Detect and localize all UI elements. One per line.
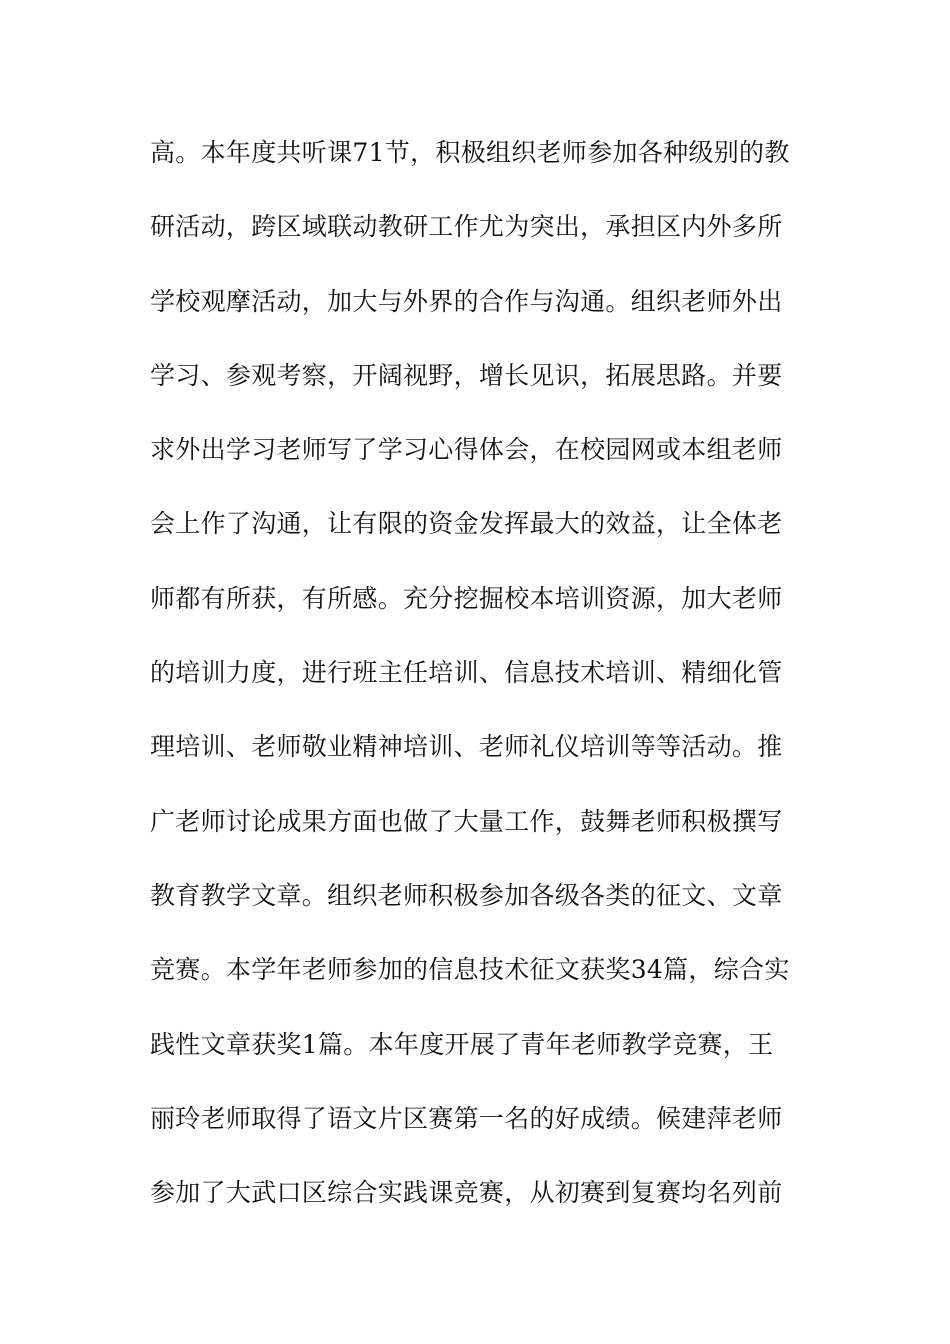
- text-line: 求外出学习老师写了学习心得体会，在校园网或本组老师: [150, 435, 783, 465]
- text-line: 理培训、老师敬业精神培训、老师礼仪培训等等活动。推: [150, 732, 783, 762]
- text-line: 会上作了沟通，让有限的资金发挥最大的效益，让全体老: [150, 509, 783, 539]
- text-line: 学习、参观考察，开阔视野，增长见识，拓展思路。并要: [150, 360, 783, 390]
- text-line: 的培训力度，进行班主任培训、信息技术培训、精细化管: [150, 658, 783, 688]
- text-line: 高。本年度共听课71节，积极组织老师参加各种级别的教: [150, 138, 790, 167]
- text-line: 践性文章获奖1篇。本年度开展了青年老师教学竞赛，王: [150, 1029, 774, 1059]
- text-line: 教育教学文章。组织老师积极参加各级各类的征文、文章: [150, 880, 783, 910]
- text-line: 参加了大武口区综合实践课竞赛，从初赛到复赛均名列前: [150, 1178, 783, 1208]
- text-line: 学校观摩活动，加大与外界的合作与沟通。组织老师外出: [150, 286, 783, 316]
- text-line: 广老师讨论成果方面也做了大量工作，鼓舞老师积极撰写: [150, 806, 783, 836]
- text-line: 师都有所获，有所感。充分挖掘校本培训资源，加大老师: [150, 583, 783, 613]
- text-line: 研活动，跨区域联动教研工作尤为突出，承担区内外多所: [150, 212, 783, 242]
- text-line: 竞赛。本学年老师参加的信息技术征文获奖34篇，综合实: [150, 955, 790, 985]
- body-text: [150, 127, 810, 1241]
- text-line: 丽玲老师取得了语文片区赛第一名的好成绩。候建萍老师: [150, 1103, 783, 1133]
